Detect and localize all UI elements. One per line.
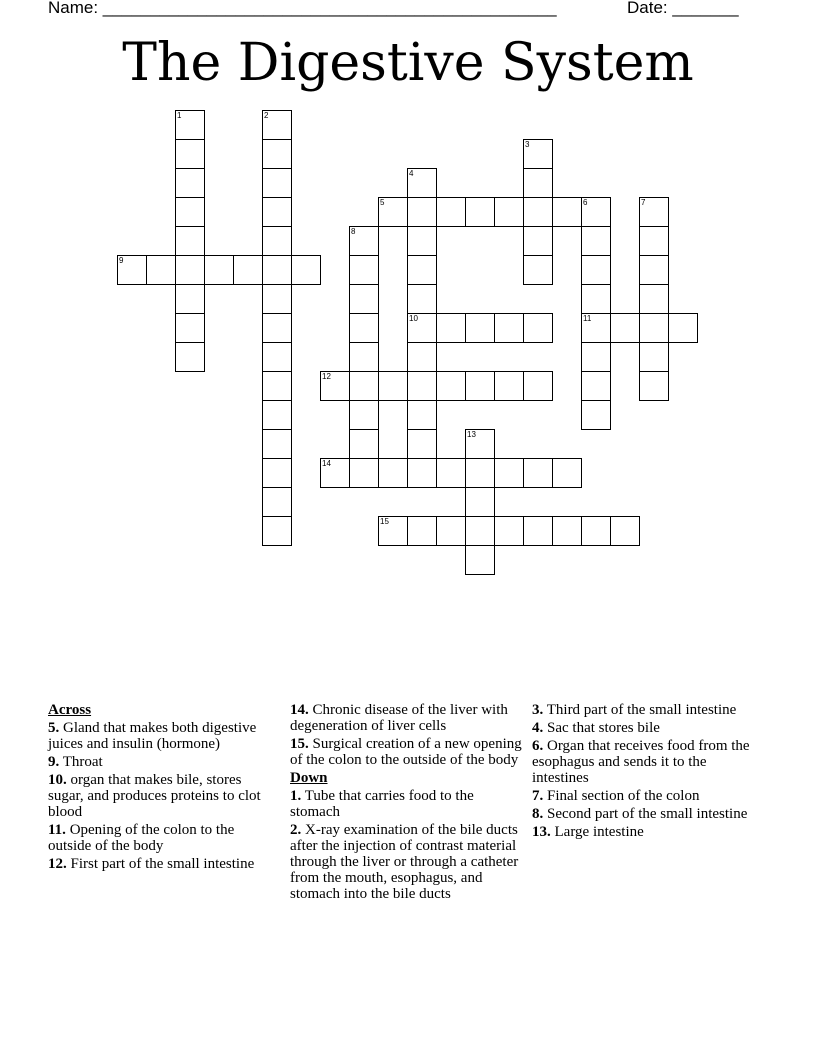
clues-column-2 xyxy=(290,702,522,904)
cell-number: 4 xyxy=(409,169,414,178)
crossword-cell[interactable] xyxy=(349,226,379,256)
crossword-cell[interactable] xyxy=(639,313,669,343)
cell-number: 10 xyxy=(409,314,418,323)
crossword-cell[interactable] xyxy=(407,342,437,372)
crossword-cell[interactable] xyxy=(378,371,408,401)
cell-number: 14 xyxy=(322,459,331,468)
cell-number: 2 xyxy=(264,111,269,120)
crossword-cell[interactable] xyxy=(523,313,553,343)
crossword-cell[interactable] xyxy=(117,255,147,285)
crossword-cell[interactable] xyxy=(349,342,379,372)
crossword-cell[interactable] xyxy=(262,458,292,488)
crossword-cell[interactable] xyxy=(639,342,669,372)
clue-down-1: 1. Tube that carries food to the stomach xyxy=(290,788,474,820)
clue-across-5: 5. Gland that makes both digestive juices and insulin (hormone) xyxy=(48,720,257,752)
crossword-cell[interactable] xyxy=(407,255,437,285)
crossword-cell[interactable] xyxy=(523,139,553,169)
crossword-cell[interactable] xyxy=(320,371,350,401)
clue-across-12: 12. First part of the small intestine xyxy=(48,856,255,872)
crossword-cell[interactable] xyxy=(175,168,205,198)
crossword-cell[interactable] xyxy=(349,313,379,343)
crossword-cell[interactable] xyxy=(349,284,379,314)
crossword-cell[interactable] xyxy=(407,458,437,488)
crossword-cell[interactable] xyxy=(523,516,553,546)
crossword-cell[interactable] xyxy=(494,313,524,343)
crossword-cell[interactable] xyxy=(465,313,495,343)
clue-down-7: 7. Final section of the colon xyxy=(532,788,700,804)
cell-number: 5 xyxy=(380,198,385,207)
crossword-cell[interactable] xyxy=(581,516,611,546)
crossword-cell[interactable] xyxy=(262,284,292,314)
crossword-cell[interactable] xyxy=(436,313,466,343)
crossword-cell[interactable] xyxy=(494,197,524,227)
crossword-cell[interactable] xyxy=(494,458,524,488)
crossword-cell[interactable] xyxy=(262,139,292,169)
clues-column-1 xyxy=(48,702,280,874)
crossword-cell[interactable] xyxy=(552,458,582,488)
crossword-cell[interactable] xyxy=(436,371,466,401)
crossword-cell[interactable] xyxy=(523,168,553,198)
crossword-cell[interactable] xyxy=(262,516,292,546)
clue-across-15: 15. Surgical creation of a new opening of the colon to the outside of the body xyxy=(290,736,522,768)
crossword-cell[interactable] xyxy=(581,284,611,314)
cell-number: 6 xyxy=(583,198,588,207)
crossword-cell[interactable] xyxy=(378,458,408,488)
crossword-cell[interactable] xyxy=(465,545,495,575)
crossword-cell[interactable] xyxy=(407,313,437,343)
crossword-cell[interactable] xyxy=(378,197,408,227)
crossword-cell[interactable] xyxy=(146,255,176,285)
clue-down-4: 4. Sac that stores bile xyxy=(532,720,660,736)
date-field[interactable]: Date: _______ xyxy=(627,0,739,17)
crossword-cell[interactable] xyxy=(175,313,205,343)
crossword-cell[interactable] xyxy=(262,255,292,285)
down-heading: Down xyxy=(290,770,328,786)
crossword-cell[interactable] xyxy=(639,284,669,314)
crossword-cell[interactable] xyxy=(639,255,669,285)
cell-number: 1 xyxy=(177,111,182,120)
name-field[interactable]: Name: ________________________________________________ xyxy=(48,0,557,17)
crossword-cell[interactable] xyxy=(581,255,611,285)
crossword-cell[interactable] xyxy=(233,255,263,285)
crossword-cell[interactable] xyxy=(581,371,611,401)
crossword-cell[interactable] xyxy=(523,371,553,401)
crossword-cell[interactable] xyxy=(175,197,205,227)
crossword-cell[interactable] xyxy=(262,400,292,430)
cell-number: 15 xyxy=(380,517,389,526)
clues-column-3 xyxy=(532,702,764,842)
clue-down-2: 2. X-ray examination of the bile ducts after the injection of contrast material through the liver or through a catheter from the mouth, esophagus, and stomach into the bile ducts xyxy=(290,822,519,902)
crossword-cell[interactable] xyxy=(436,516,466,546)
crossword-cell[interactable] xyxy=(610,516,640,546)
crossword-cell[interactable] xyxy=(407,516,437,546)
crossword-cell[interactable] xyxy=(523,458,553,488)
crossword-cell[interactable] xyxy=(494,371,524,401)
crossword-cell[interactable] xyxy=(668,313,698,343)
crossword-cell[interactable] xyxy=(175,226,205,256)
crossword-cell[interactable] xyxy=(378,516,408,546)
crossword-cell[interactable] xyxy=(523,226,553,256)
crossword-cell[interactable] xyxy=(581,226,611,256)
crossword-cell[interactable] xyxy=(407,429,437,459)
crossword-cell[interactable] xyxy=(436,458,466,488)
cell-number: 8 xyxy=(351,227,356,236)
crossword-cell[interactable] xyxy=(639,371,669,401)
clue-down-6: 6. Organ that receives food from the esophagus and sends it to the intestines xyxy=(532,738,750,786)
crossword-cell[interactable] xyxy=(349,371,379,401)
crossword-cell[interactable] xyxy=(407,371,437,401)
across-heading: Across xyxy=(48,702,92,718)
crossword-cell[interactable] xyxy=(262,342,292,372)
crossword-cell[interactable] xyxy=(407,226,437,256)
crossword-cell[interactable] xyxy=(552,197,582,227)
crossword-cell[interactable] xyxy=(262,313,292,343)
cell-number: 7 xyxy=(641,198,646,207)
crossword-cell[interactable] xyxy=(262,487,292,517)
crossword-cell[interactable] xyxy=(262,226,292,256)
crossword-cell[interactable] xyxy=(262,168,292,198)
cell-number: 9 xyxy=(119,256,124,265)
crossword-cell[interactable] xyxy=(639,226,669,256)
cell-number: 3 xyxy=(525,140,530,149)
crossword-cell[interactable] xyxy=(320,458,350,488)
crossword-cell[interactable] xyxy=(407,168,437,198)
crossword-cell[interactable] xyxy=(262,429,292,459)
clue-across-11: 11. Opening of the colon to the outside of the body xyxy=(48,822,235,854)
page-title: The Digestive System xyxy=(122,33,694,93)
crossword-cell[interactable] xyxy=(175,284,205,314)
clue-down-3: 3. Third part of the small intestine xyxy=(532,702,737,718)
crossword-cell[interactable] xyxy=(581,342,611,372)
crossword-cell[interactable] xyxy=(349,458,379,488)
crossword-cell[interactable] xyxy=(349,400,379,430)
cell-number: 11 xyxy=(583,314,592,323)
crossword-cell[interactable] xyxy=(407,400,437,430)
crossword-cell[interactable] xyxy=(465,197,495,227)
crossword-cell[interactable] xyxy=(204,255,234,285)
crossword-cell[interactable] xyxy=(552,516,582,546)
clue-across-9: 9. Throat xyxy=(48,754,103,770)
crossword-cell[interactable] xyxy=(175,342,205,372)
crossword-cell[interactable] xyxy=(610,313,640,343)
crossword-cell[interactable] xyxy=(581,313,611,343)
crossword-cell[interactable] xyxy=(581,400,611,430)
crossword-cell[interactable] xyxy=(262,110,292,140)
crossword-cell[interactable] xyxy=(639,197,669,227)
crossword-cell[interactable] xyxy=(465,371,495,401)
crossword-cell[interactable] xyxy=(262,371,292,401)
crossword-cell[interactable] xyxy=(523,197,553,227)
crossword-cell[interactable] xyxy=(175,110,205,140)
crossword-cell[interactable] xyxy=(465,516,495,546)
clue-down-13: 13. Large intestine xyxy=(532,824,644,840)
crossword-cell[interactable] xyxy=(465,429,495,459)
clue-across-10: 10. organ that makes bile, stores sugar, and produces proteins to clot blood xyxy=(48,772,261,820)
crossword-cell[interactable] xyxy=(291,255,321,285)
crossword-cell[interactable] xyxy=(465,458,495,488)
crossword-cell[interactable] xyxy=(262,197,292,227)
cell-number: 13 xyxy=(467,430,476,439)
clue-down-8: 8. Second part of the small intestine xyxy=(532,806,748,822)
crossword-cell[interactable] xyxy=(581,197,611,227)
clue-across-14: 14. Chronic disease of the liver with degeneration of liver cells xyxy=(290,702,508,734)
crossword-cell[interactable] xyxy=(407,284,437,314)
crossword-cell[interactable] xyxy=(494,516,524,546)
crossword-cell[interactable] xyxy=(175,139,205,169)
crossword-cell[interactable] xyxy=(436,197,466,227)
crossword-cell[interactable] xyxy=(465,487,495,517)
crossword-cell[interactable] xyxy=(349,255,379,285)
crossword-cell[interactable] xyxy=(175,255,205,285)
crossword-cell[interactable] xyxy=(523,255,553,285)
cell-number: 12 xyxy=(322,372,331,381)
crossword-cell[interactable] xyxy=(407,197,437,227)
crossword-cell[interactable] xyxy=(349,429,379,459)
